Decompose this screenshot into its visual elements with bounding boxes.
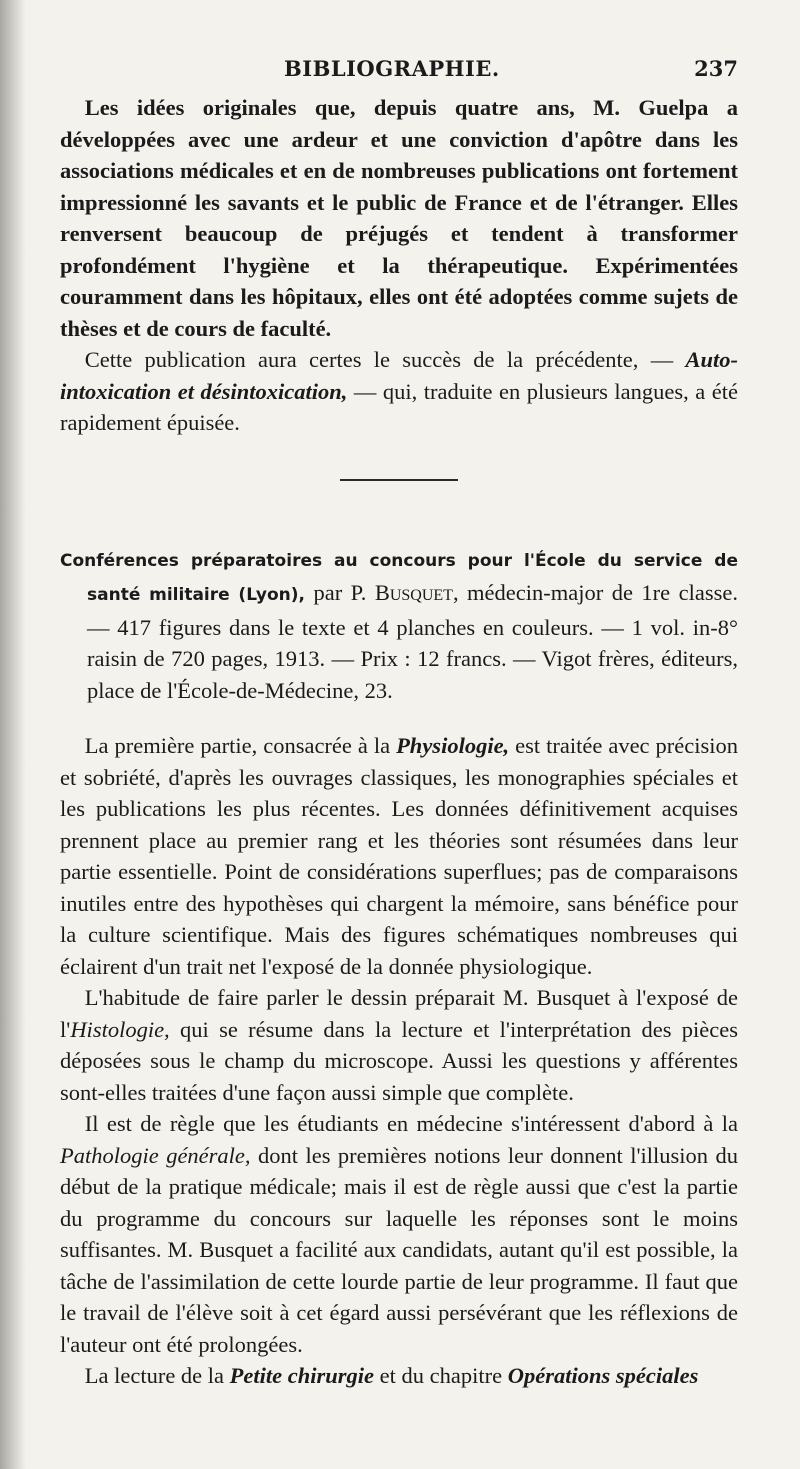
review-p4-start: La lecture de la [84,1363,230,1388]
intro-paragraph-2 [60,344,738,439]
review-p3-start: Il est de règle que les étudiants en médecine s'intéressent d'abord à la [84,1111,738,1136]
running-title: BIBLIOGRAPHIE. [284,56,500,81]
review-p2-end: qui se résume dans la lecture et l'interprétation des pièces déposées sous le champ du microscope. Aussi les questions y afférentes sont-elles traitées d'une façon aussi simple que complète. [60,1016,738,1105]
intro-paragraph-1: Les idées originales que, depuis quatre ans, M. Guelpa a développées avec une ardeur et une conviction d'apôtre dans les associations médicales et en de nombreuses publications ont fortement impressionné les savants et le public de France et de l'étranger. Elles renversent beaucoup de préjugés et tendent à transformer profondément l'hygiène et la thérapeutique. Expérimentées couramment dans les hôpitaux, elles ont été adoptées comme sujets de thèses et de cours de faculté. [60,95,738,341]
review-details: , médecin-major de 1re classe. — 417 figures dans le texte et 4 planches en couleurs. — 1 vol. in-8° raisin de 720 pages, 1913. — Prix : 12 francs. — Vigot frères, éditeurs, place de l'École-de-Médecine, 23. [87,580,738,703]
review-p4-subject-1: Petite chirurgie [229,1363,375,1388]
review-paragraph-2 [60,982,738,1108]
review-p2-start: L'habitude de faire parler le dessin préparait M. Busquet à l'exposé de l' [60,985,738,1042]
review-author: Busquet [374,580,453,605]
review-paragraph-3 [60,1108,738,1360]
review-p1-end: est traitée avec précision et sobriété, d'après les ouvrages classiques, les monographies spéciales et les publications les plus récentes. Les données définitivement acquises prennent place au premier rang et les théories sont résumées dans leur partie essentielle. Point de considérations superflues; pas de comparaisons inutiles entre des hypothèses qui chargent la mémoire, sans bénéfice pour la culture scientifique. Mais des figures schématiques nombreuses qui éclairent d'un trait net l'exposé de la donnée physiologique. [60,733,738,979]
review-heading [60,543,738,707]
review-book-title: Conférences préparatoires au concours pour l'École du service de santé militaire (Lyon), [60,550,738,605]
page-binding-shadow [0,0,26,1469]
page-number: 237 [694,56,738,81]
section-divider [340,479,458,481]
review-by: par P. [304,580,375,605]
review-p4-middle: et du chapitre [374,1363,508,1388]
page-body [60,92,738,1392]
review-p1-subject: Physiologie, [396,733,510,758]
review-p3-end: dont les premières notions leur donnent l'illusion du début de la pratique médicale; mais il est de règle aussi que c'est la partie du programme du concours sur laquelle les réponses sont le moins suffisantes. M. Busquet a facilité aux candidats, autant qu'il est possible, la tâche de l'assimilation de cette lourde partie de leur programme. Il faut que le travail de l'élève soit à cet égard aussi persévérant que les réflexions de l'auteur ont été prolongées. [60,1142,738,1357]
review-p2-subject: Histologie, [70,1016,170,1042]
page-header [60,56,738,90]
review-p4-subject-2: Opérations spéciales [507,1363,699,1388]
review-p3-subject: Pathologie générale, [60,1142,251,1168]
review-paragraph-4 [60,1360,738,1392]
review-paragraph-1 [60,730,738,982]
intro-p2-start: Cette publication aura certes le succès de la précédente, — [84,347,686,372]
intro-p2-book-title: Auto-intoxication et désintoxication, [60,347,738,404]
intro-p2-end: — qui, traduite en plusieurs langues, a été rapidement épuisée. [60,378,738,435]
review-p1-start: La première partie, consacrée à la [84,733,397,758]
